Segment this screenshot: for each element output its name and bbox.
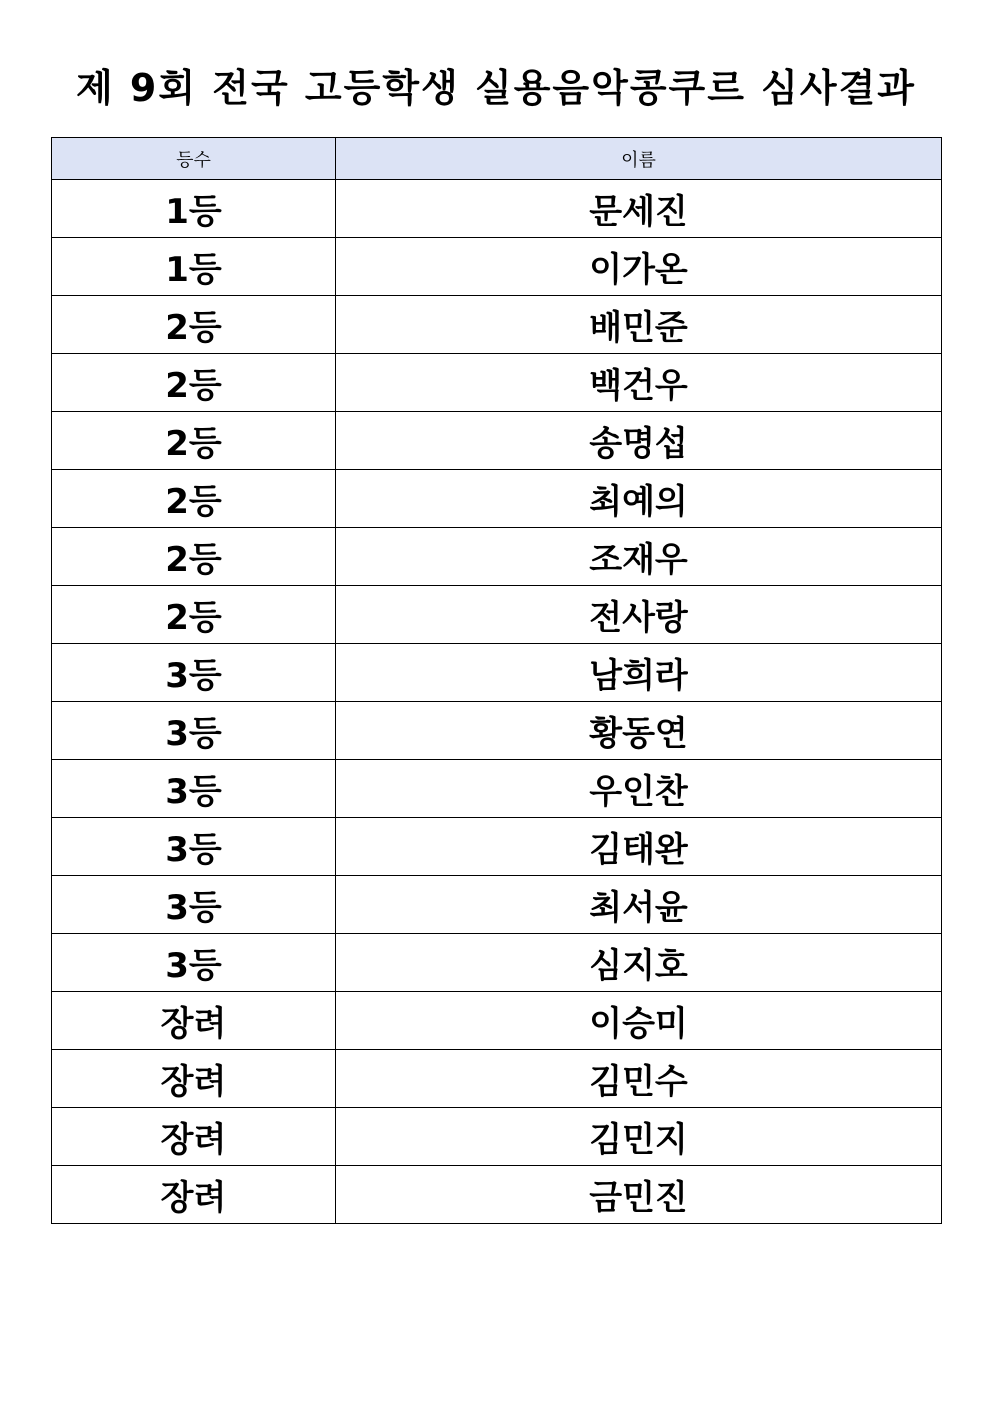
- table-row: [52, 702, 942, 760]
- name-cell: 이승미: [336, 992, 942, 1050]
- table-row: [52, 354, 942, 412]
- page-title: 제 9회 전국 고등학생 실용음악콩쿠르 심사결과: [75, 66, 917, 110]
- name-cell: 김민수: [336, 1050, 942, 1108]
- table-row: [52, 470, 942, 528]
- name-cell: 최서윤: [336, 876, 942, 934]
- name-cell: 김태완: [336, 818, 942, 876]
- rank-cell: 장려: [52, 992, 336, 1050]
- table-body: [52, 180, 942, 1224]
- table-row: [52, 1108, 942, 1166]
- table-row: [52, 412, 942, 470]
- rank-cell: 3등: [52, 702, 336, 760]
- column-header-name: 이름: [336, 138, 942, 180]
- rank-cell: 장려: [52, 1108, 336, 1166]
- table-row: [52, 818, 942, 876]
- name-cell: 백건우: [336, 354, 942, 412]
- name-cell: 금민진: [336, 1166, 942, 1224]
- name-cell: 전사랑: [336, 586, 942, 644]
- table-row: [52, 238, 942, 296]
- table-row: [52, 644, 942, 702]
- rank-cell: 1등: [52, 238, 336, 296]
- rank-cell: 3등: [52, 876, 336, 934]
- rank-cell: 장려: [52, 1050, 336, 1108]
- name-cell: 우인찬: [336, 760, 942, 818]
- name-cell: 심지호: [336, 934, 942, 992]
- name-cell: 황동연: [336, 702, 942, 760]
- rank-cell: 3등: [52, 760, 336, 818]
- table-row: [52, 760, 942, 818]
- name-cell: 최예의: [336, 470, 942, 528]
- table-row: [52, 586, 942, 644]
- column-header-rank: 등수: [52, 138, 336, 180]
- name-cell: 이가온: [336, 238, 942, 296]
- table-row: [52, 180, 942, 238]
- name-cell: 조재우: [336, 528, 942, 586]
- name-cell: 김민지: [336, 1108, 942, 1166]
- table-row: [52, 296, 942, 354]
- table-row: [52, 876, 942, 934]
- table-row: [52, 992, 942, 1050]
- rank-cell: 2등: [52, 412, 336, 470]
- table-row: [52, 1050, 942, 1108]
- name-cell: 남희라: [336, 644, 942, 702]
- rank-cell: 2등: [52, 528, 336, 586]
- table-header: [52, 138, 942, 180]
- header-row: [52, 138, 942, 180]
- table-row: [52, 1166, 942, 1224]
- rank-cell: 장려: [52, 1166, 336, 1224]
- results-table: [51, 137, 942, 1224]
- name-cell: 배민준: [336, 296, 942, 354]
- rank-cell: 3등: [52, 934, 336, 992]
- rank-cell: 2등: [52, 470, 336, 528]
- rank-cell: 3등: [52, 818, 336, 876]
- name-cell: 문세진: [336, 180, 942, 238]
- rank-cell: 3등: [52, 644, 336, 702]
- rank-cell: 2등: [52, 586, 336, 644]
- table-row: [52, 528, 942, 586]
- name-cell: 송명섭: [336, 412, 942, 470]
- rank-cell: 2등: [52, 296, 336, 354]
- table-row: [52, 934, 942, 992]
- rank-cell: 2등: [52, 354, 336, 412]
- rank-cell: 1등: [52, 180, 336, 238]
